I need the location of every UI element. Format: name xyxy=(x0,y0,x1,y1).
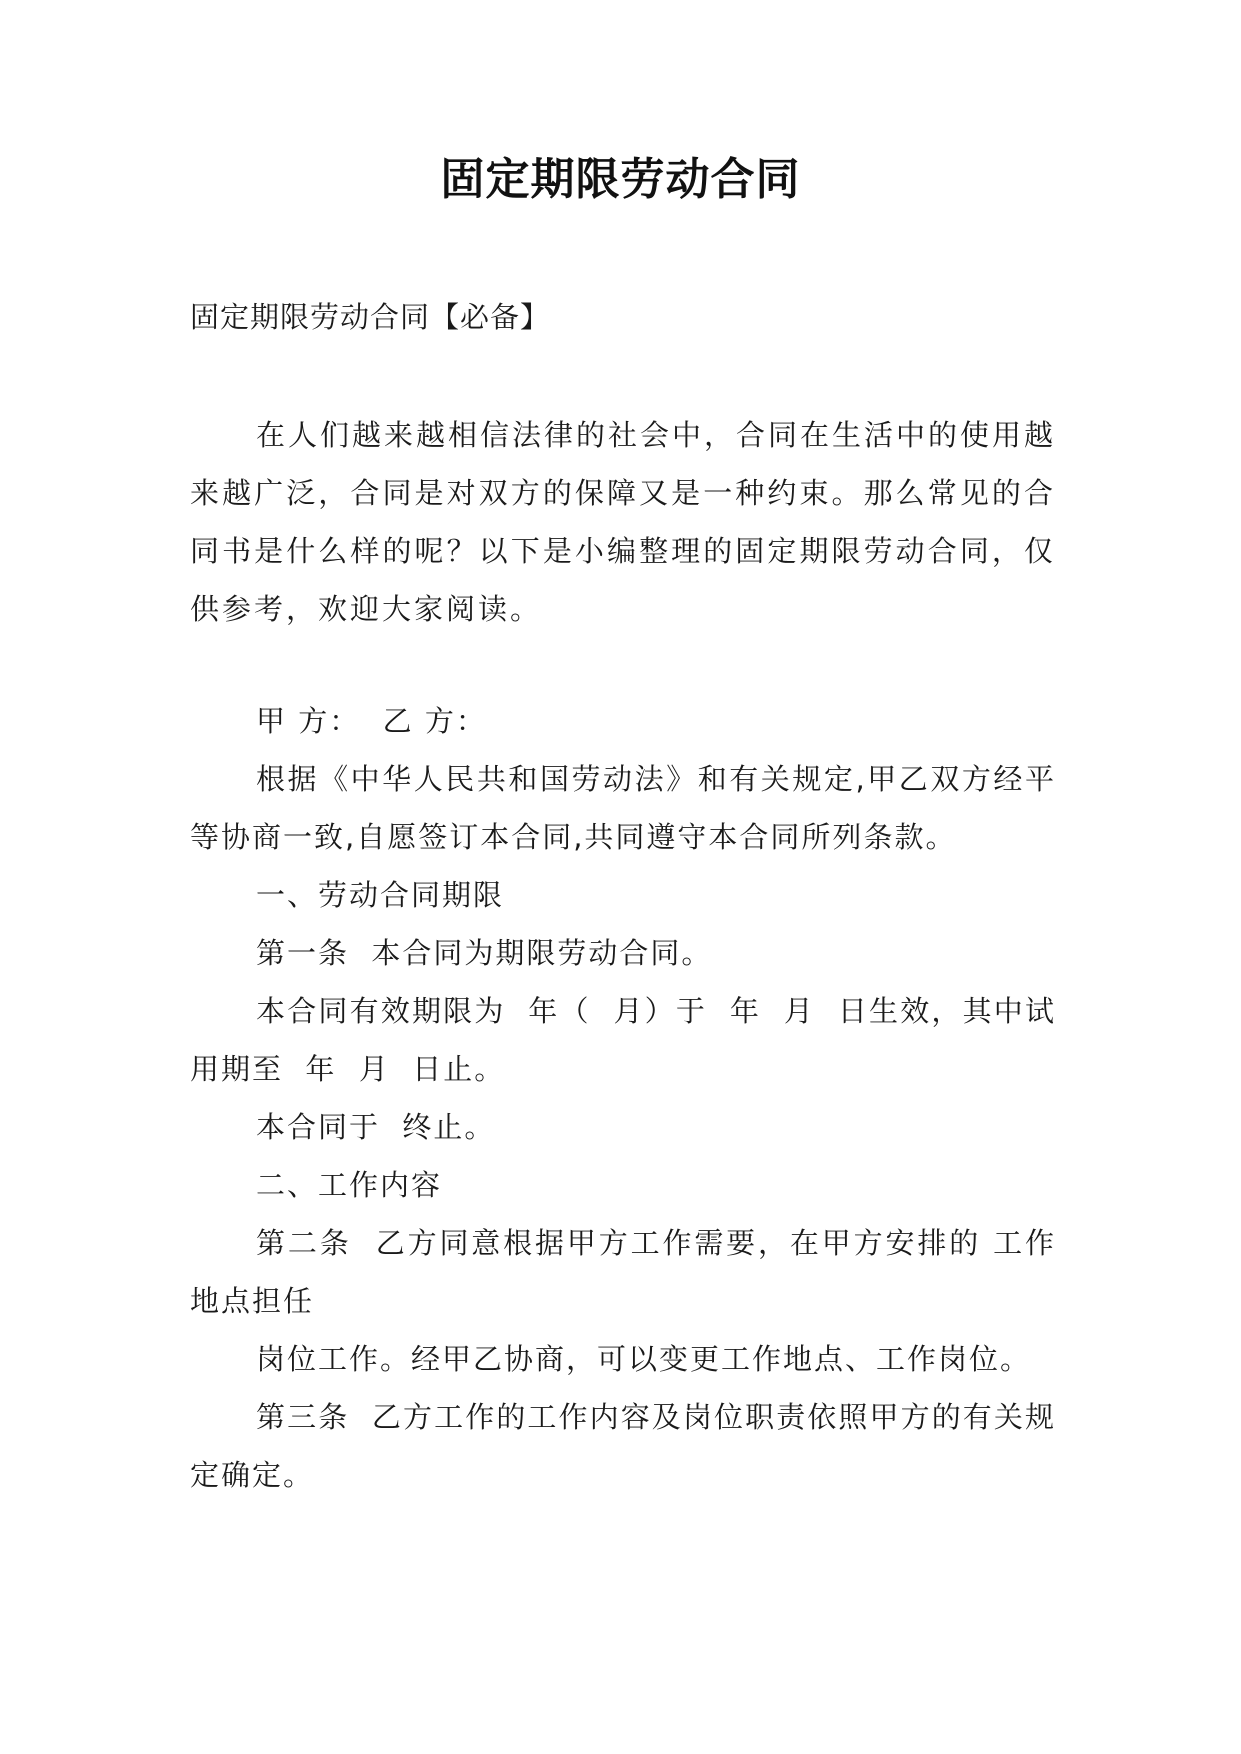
section-heading-term: 一、劳动合同期限 xyxy=(256,878,505,912)
party-line: 甲 方： 乙 方： xyxy=(256,704,487,738)
intro-paragraph: 在人们越来越相信法律的社会中，合同在生活中的使用越来越广泛，合同是对双方的保障又是一种约束。那么常见的合同书是什么样的呢？以下是小编整理的固定期限劳动合同，仅供参考，欢迎大家阅读。 xyxy=(190,418,1057,626)
document-title: 固定期限劳动合同 xyxy=(440,154,801,205)
contract-clauses xyxy=(190,692,1056,1504)
article-2: 第二条 乙方同意根据甲方工作需要，在甲方安排的 工作地点担任 xyxy=(190,1226,1056,1318)
article-2-continued: 岗位工作。经甲乙协商，可以变更工作地点、工作岗位。 xyxy=(256,1342,1032,1376)
termination-paragraph: 本合同于 终止。 xyxy=(256,1110,496,1144)
article-1: 第一条 本合同为期限劳动合同。 xyxy=(256,936,713,970)
document-subtitle: 固定期限劳动合同【必备】 xyxy=(190,300,551,334)
article-3: 第三条 乙方工作的工作内容及岗位职责依照甲方的有关规定确定。 xyxy=(190,1400,1056,1492)
preamble-paragraph: 根据《中华人民共和国劳动法》和有关规定,甲乙双方经平等协商一致,自愿签订本合同,共同遵守本合同所列条款。 xyxy=(190,762,1056,854)
section-heading-work: 二、工作内容 xyxy=(256,1168,443,1202)
term-paragraph: 本合同有效期限为 年（ 月）于 年 月 日生效，其中试用期至 年 月 日止。 xyxy=(190,994,1056,1086)
